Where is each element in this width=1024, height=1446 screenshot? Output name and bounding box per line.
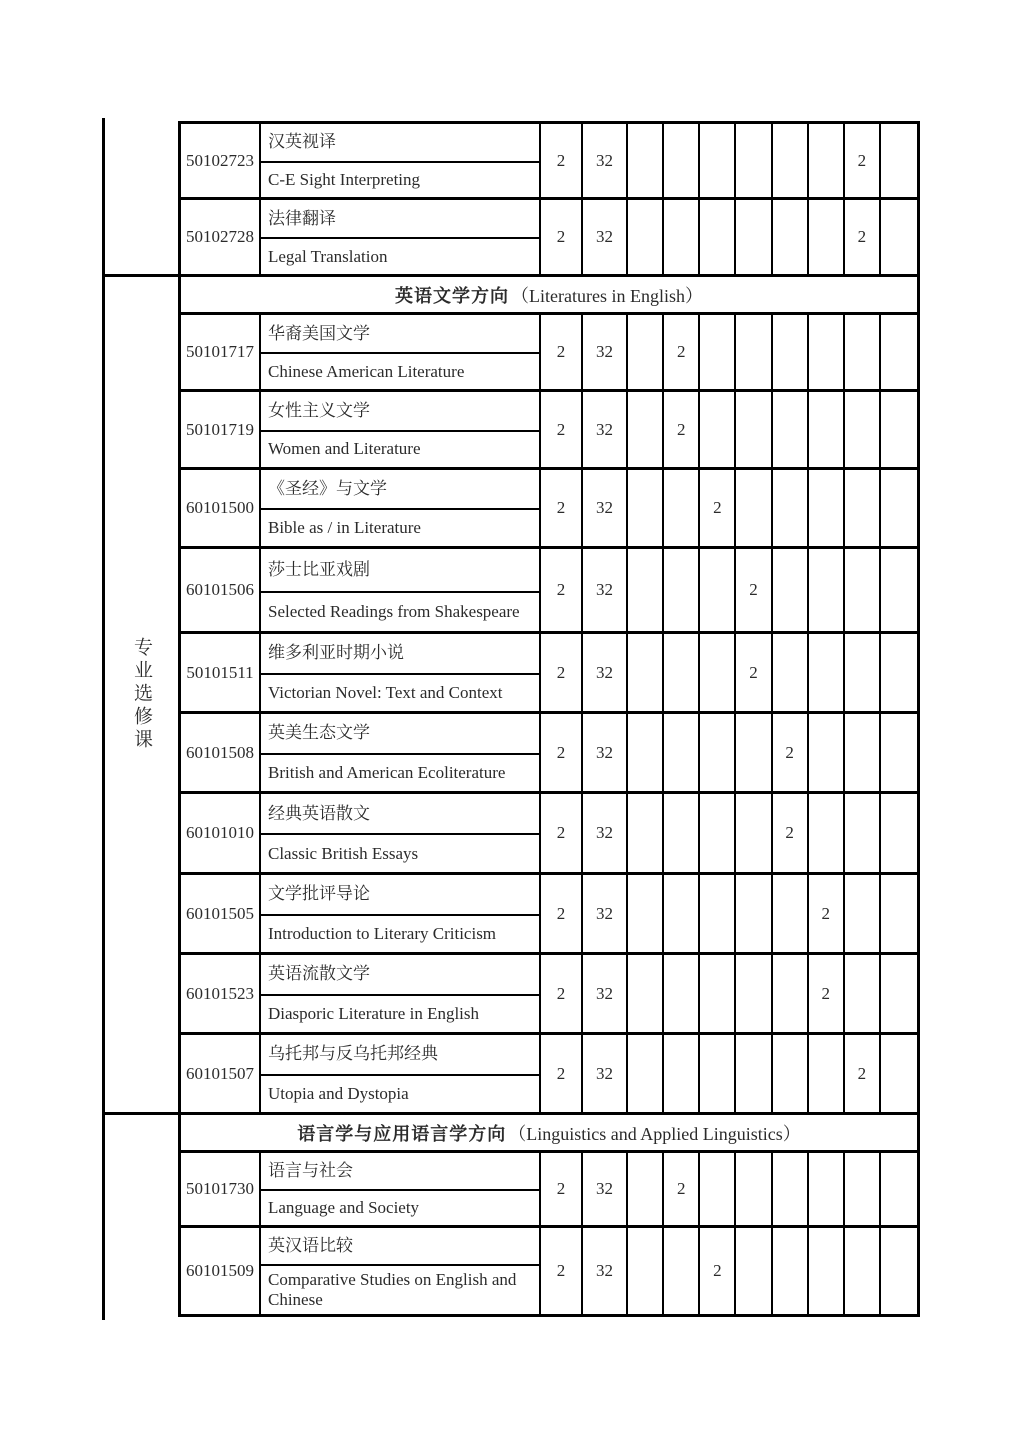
- course-row: [181, 470, 917, 549]
- course-name-chinese: 女性主义文学: [268, 400, 370, 420]
- semester-2-cell: [664, 200, 700, 274]
- course-code: 60101505: [181, 875, 261, 952]
- semester-7-cell: 2: [845, 200, 881, 274]
- course-row: [181, 392, 917, 470]
- course-table: [178, 121, 920, 1317]
- semester-2-cell: [664, 549, 700, 631]
- course-name-cell: [261, 1035, 541, 1112]
- course-name-english: Victorian Novel: Text and Context: [261, 673, 539, 711]
- course-name-chinese: 文学批评导论: [268, 884, 370, 904]
- course-name-cell: [261, 124, 541, 197]
- section-title-english: （Linguistics and Applied Linguistics）: [508, 1123, 801, 1144]
- course-name-cell: [261, 875, 541, 952]
- semester-3-cell: 2: [700, 1228, 736, 1314]
- semester-1-cell: [628, 549, 664, 631]
- semester-8-cell: [881, 200, 917, 274]
- semester-1-cell: [628, 875, 664, 952]
- semester-3-cell: 2: [700, 470, 736, 546]
- semester-3-cell: [700, 200, 736, 274]
- semester-7-cell: [845, 470, 881, 546]
- semester-1-cell: [628, 392, 664, 467]
- semester-3-cell: [700, 714, 736, 791]
- course-name-english: C-E Sight Interpreting: [261, 161, 539, 197]
- course-name-chinese: 英汉语比较: [268, 1235, 353, 1255]
- semester-8-cell: [881, 714, 917, 791]
- category-cell-empty-bottom: [105, 1115, 178, 1320]
- semester-3-cell: [700, 392, 736, 467]
- semester-6-cell: [809, 714, 845, 791]
- course-name-cell: [261, 200, 541, 274]
- course-code: 60101523: [181, 955, 261, 1032]
- semester-5-cell: [773, 549, 809, 631]
- semester-7-cell: [845, 714, 881, 791]
- semester-4-cell: [736, 392, 772, 467]
- course-credit: 2: [541, 200, 583, 274]
- semester-6-cell: [809, 315, 845, 389]
- course-hours: 32: [583, 549, 628, 631]
- semester-3-cell: [700, 1153, 736, 1225]
- course-hours: 32: [583, 392, 628, 467]
- course-name-english: British and American Ecoliterature: [261, 753, 539, 791]
- course-hours: 32: [583, 875, 628, 952]
- course-name-english: Bible as / in Literature: [261, 508, 539, 546]
- course-name-cell: [261, 549, 541, 631]
- section-title-chinese: 英语文学方向: [395, 285, 510, 306]
- semester-6-cell: [809, 392, 845, 467]
- semester-4-cell: [736, 124, 772, 197]
- semester-7-cell: [845, 955, 881, 1032]
- course-credit: 2: [541, 1035, 583, 1112]
- semester-2-cell: [664, 1228, 700, 1314]
- course-row: [181, 634, 917, 714]
- course-hours: 32: [583, 124, 628, 197]
- semester-1-cell: [628, 1153, 664, 1225]
- course-row: [181, 124, 917, 200]
- course-row: [181, 315, 917, 392]
- course-hours: 32: [583, 315, 628, 389]
- category-label: 专业选修课: [131, 637, 152, 752]
- course-name-chinese: 英语流散文学: [268, 964, 370, 984]
- semester-8-cell: [881, 470, 917, 546]
- course-credit: 2: [541, 124, 583, 197]
- course-name-english: Diasporic Literature in English: [261, 994, 539, 1032]
- semester-6-cell: [809, 549, 845, 631]
- semester-5-cell: [773, 634, 809, 711]
- semester-2-cell: [664, 875, 700, 952]
- semester-3-cell: [700, 549, 736, 631]
- semester-3-cell: [700, 955, 736, 1032]
- semester-7-cell: [845, 315, 881, 389]
- semester-1-cell: [628, 955, 664, 1032]
- semester-5-cell: [773, 1035, 809, 1112]
- semester-6-cell: [809, 1153, 845, 1225]
- semester-4-cell: 2: [736, 634, 772, 711]
- course-name-english: Chinese American Literature: [261, 352, 539, 389]
- semester-4-cell: [736, 1035, 772, 1112]
- course-credit: 2: [541, 1153, 583, 1225]
- semester-6-cell: [809, 124, 845, 197]
- category-cell-electives: [105, 277, 178, 1115]
- semester-6-cell: [809, 470, 845, 546]
- section-header-literatures: [181, 277, 917, 315]
- semester-3-cell: [700, 875, 736, 952]
- course-row: [181, 714, 917, 794]
- course-row: [181, 875, 917, 955]
- course-name-cell: [261, 392, 541, 467]
- semester-7-cell: [845, 634, 881, 711]
- course-code: 60101507: [181, 1035, 261, 1112]
- section-header-linguistics: [181, 1115, 917, 1153]
- semester-2-cell: [664, 1035, 700, 1112]
- course-code: 50101730: [181, 1153, 261, 1225]
- course-row: [181, 1228, 917, 1314]
- course-name-chinese: 英美生态文学: [268, 723, 370, 743]
- semester-5-cell: [773, 315, 809, 389]
- semester-1-cell: [628, 1228, 664, 1314]
- semester-7-cell: 2: [845, 124, 881, 197]
- semester-4-cell: [736, 470, 772, 546]
- semester-5-cell: [773, 1228, 809, 1314]
- section-title-english: （Literatures in English）: [511, 285, 703, 306]
- semester-7-cell: [845, 549, 881, 631]
- semester-7-cell: [845, 392, 881, 467]
- semester-4-cell: 2: [736, 549, 772, 631]
- semester-6-cell: [809, 634, 845, 711]
- category-column: [102, 118, 178, 1320]
- semester-8-cell: [881, 1228, 917, 1314]
- semester-1-cell: [628, 200, 664, 274]
- course-credit: 2: [541, 549, 583, 631]
- course-name-cell: [261, 634, 541, 711]
- section-title-chinese: 语言学与应用语言学方向: [297, 1123, 507, 1144]
- semester-5-cell: [773, 124, 809, 197]
- semester-5-cell: 2: [773, 794, 809, 872]
- course-name-chinese: 维多利亚时期小说: [268, 643, 404, 663]
- semester-4-cell: [736, 875, 772, 952]
- semester-3-cell: [700, 634, 736, 711]
- semester-2-cell: [664, 470, 700, 546]
- semester-4-cell: [736, 200, 772, 274]
- course-name-cell: [261, 794, 541, 872]
- course-name-cell: [261, 955, 541, 1032]
- semester-8-cell: [881, 634, 917, 711]
- semester-2-cell: 2: [664, 392, 700, 467]
- course-credit: 2: [541, 315, 583, 389]
- course-name-chinese: 《圣经》与文学: [268, 479, 387, 499]
- course-hours: 32: [583, 470, 628, 546]
- semester-5-cell: [773, 470, 809, 546]
- course-name-chinese: 华裔美国文学: [268, 323, 370, 343]
- semester-1-cell: [628, 124, 664, 197]
- course-credit: 2: [541, 875, 583, 952]
- semester-2-cell: [664, 714, 700, 791]
- course-name-cell: [261, 470, 541, 546]
- semester-2-cell: [664, 794, 700, 872]
- semester-1-cell: [628, 315, 664, 389]
- semester-8-cell: [881, 315, 917, 389]
- semester-1-cell: [628, 1035, 664, 1112]
- semester-7-cell: 2: [845, 1035, 881, 1112]
- semester-4-cell: [736, 714, 772, 791]
- course-row: [181, 1035, 917, 1115]
- course-credit: 2: [541, 794, 583, 872]
- semester-2-cell: [664, 124, 700, 197]
- semester-2-cell: [664, 634, 700, 711]
- course-hours: 32: [583, 1228, 628, 1314]
- course-name-chinese: 乌托邦与反乌托邦经典: [268, 1044, 438, 1064]
- course-name-english: Comparative Studies on English and Chinese: [261, 1264, 539, 1314]
- course-hours: 32: [583, 634, 628, 711]
- semester-1-cell: [628, 470, 664, 546]
- course-code: 60101500: [181, 470, 261, 546]
- semester-2-cell: [664, 955, 700, 1032]
- semester-2-cell: 2: [664, 1153, 700, 1225]
- semester-3-cell: [700, 794, 736, 872]
- course-code: 50101719: [181, 392, 261, 467]
- course-name-chinese: 法律翻译: [268, 208, 336, 228]
- course-name-english: Selected Readings from Shakespeare: [261, 591, 539, 631]
- semester-5-cell: [773, 955, 809, 1032]
- course-code: 60101010: [181, 794, 261, 872]
- course-name-english: Language and Society: [261, 1189, 539, 1225]
- semester-8-cell: [881, 1035, 917, 1112]
- semester-8-cell: [881, 392, 917, 467]
- course-row: [181, 549, 917, 634]
- course-row: [181, 955, 917, 1035]
- course-credit: 2: [541, 470, 583, 546]
- course-hours: 32: [583, 714, 628, 791]
- course-row: [181, 794, 917, 875]
- course-name-cell: [261, 315, 541, 389]
- course-hours: 32: [583, 794, 628, 872]
- course-credit: 2: [541, 955, 583, 1032]
- semester-8-cell: [881, 794, 917, 872]
- course-row: [181, 200, 917, 277]
- semester-6-cell: [809, 1228, 845, 1314]
- semester-8-cell: [881, 955, 917, 1032]
- semester-2-cell: 2: [664, 315, 700, 389]
- course-hours: 32: [583, 1153, 628, 1225]
- semester-6-cell: [809, 1035, 845, 1112]
- course-row: [181, 1153, 917, 1228]
- course-code: 50102728: [181, 200, 261, 274]
- semester-6-cell: [809, 200, 845, 274]
- course-code: 60101509: [181, 1228, 261, 1314]
- course-code: 50102723: [181, 124, 261, 197]
- course-hours: 32: [583, 200, 628, 274]
- semester-8-cell: [881, 549, 917, 631]
- course-credit: 2: [541, 392, 583, 467]
- course-name-chinese: 汉英视译: [268, 132, 336, 152]
- course-name-english: Introduction to Literary Criticism: [261, 914, 539, 952]
- course-name-cell: [261, 714, 541, 791]
- course-name-cell: [261, 1228, 541, 1314]
- course-name-chinese: 莎士比亚戏剧: [268, 559, 370, 579]
- semester-7-cell: [845, 1228, 881, 1314]
- semester-4-cell: [736, 1228, 772, 1314]
- course-name-english: Women and Literature: [261, 430, 539, 467]
- category-cell-empty-top: [105, 118, 178, 277]
- course-credit: 2: [541, 634, 583, 711]
- course-code: 50101511: [181, 634, 261, 711]
- semester-3-cell: [700, 124, 736, 197]
- semester-4-cell: [736, 794, 772, 872]
- course-code: 60101508: [181, 714, 261, 791]
- semester-4-cell: [736, 315, 772, 389]
- semester-4-cell: [736, 955, 772, 1032]
- semester-5-cell: [773, 875, 809, 952]
- semester-8-cell: [881, 1153, 917, 1225]
- course-name-chinese: 语言与社会: [268, 1160, 353, 1180]
- semester-8-cell: [881, 124, 917, 197]
- semester-6-cell: [809, 794, 845, 872]
- course-hours: 32: [583, 1035, 628, 1112]
- course-name-english: Legal Translation: [261, 237, 539, 274]
- course-credit: 2: [541, 1228, 583, 1314]
- course-name-chinese: 经典英语散文: [268, 803, 370, 823]
- course-name-english: Classic British Essays: [261, 833, 539, 872]
- semester-5-cell: [773, 392, 809, 467]
- semester-6-cell: 2: [809, 875, 845, 952]
- semester-3-cell: [700, 1035, 736, 1112]
- semester-5-cell: [773, 1153, 809, 1225]
- semester-8-cell: [881, 875, 917, 952]
- semester-7-cell: [845, 1153, 881, 1225]
- semester-5-cell: 2: [773, 714, 809, 791]
- course-code: 60101506: [181, 549, 261, 631]
- semester-1-cell: [628, 794, 664, 872]
- semester-4-cell: [736, 1153, 772, 1225]
- course-hours: 32: [583, 955, 628, 1032]
- semester-3-cell: [700, 315, 736, 389]
- course-credit: 2: [541, 714, 583, 791]
- semester-7-cell: [845, 794, 881, 872]
- semester-5-cell: [773, 200, 809, 274]
- semester-1-cell: [628, 714, 664, 791]
- semester-1-cell: [628, 634, 664, 711]
- course-name-cell: [261, 1153, 541, 1225]
- course-name-english: Utopia and Dystopia: [261, 1074, 539, 1112]
- semester-7-cell: [845, 875, 881, 952]
- course-code: 50101717: [181, 315, 261, 389]
- semester-6-cell: 2: [809, 955, 845, 1032]
